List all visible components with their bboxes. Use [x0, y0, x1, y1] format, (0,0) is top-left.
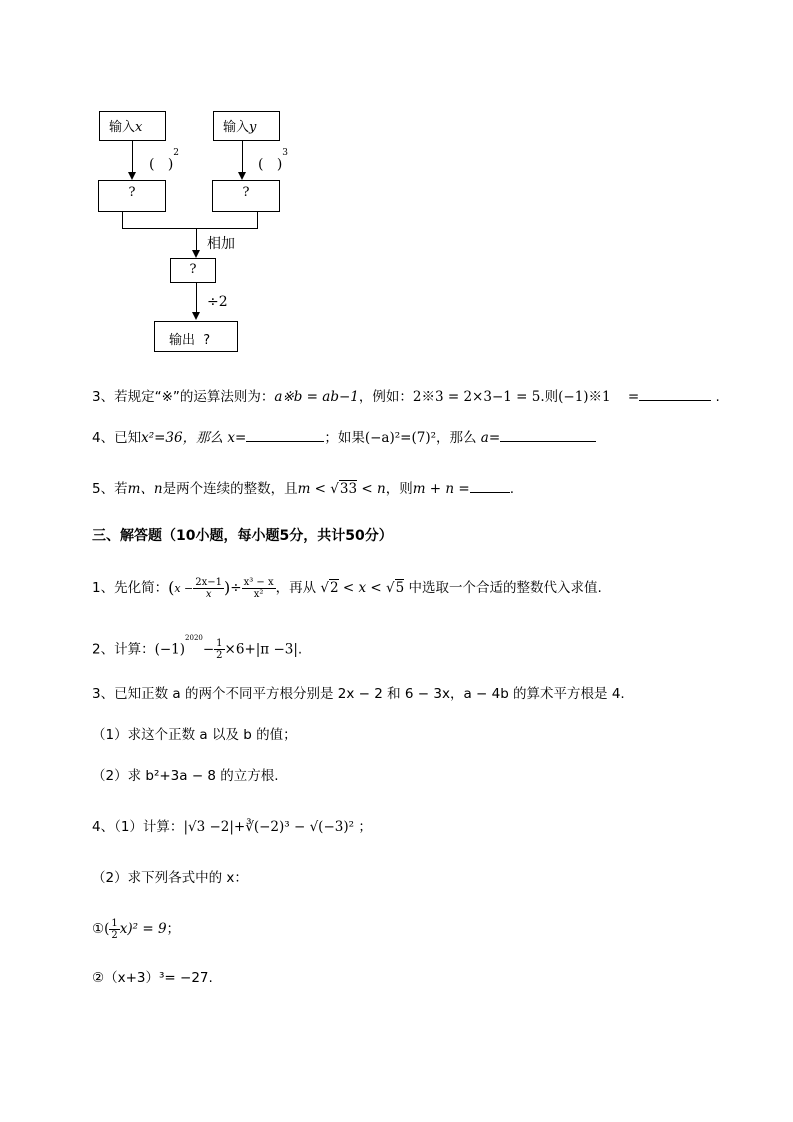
- square-result-box: ?: [98, 180, 166, 212]
- problem-4: 4、（1）计算：|√3 −2|+∛(−2)³ − √(−3)² ；: [92, 819, 372, 835]
- input-x-prefix: 输入: [109, 120, 136, 135]
- output-box: [154, 321, 238, 352]
- input-x-var: x: [135, 120, 143, 135]
- join-left: [122, 212, 123, 229]
- input-y-box: [213, 111, 280, 141]
- add-label: 相加: [207, 236, 235, 252]
- input-y-prefix: 输入: [223, 120, 250, 135]
- arrowhead-left-1: [128, 172, 136, 180]
- join-right: [257, 212, 258, 229]
- divide-label: ÷2: [207, 294, 228, 310]
- op-cube-label: ( )$^3$: [258, 148, 289, 173]
- problem-4-item-1: ①( $\frac{1}{2}$ x)² = 9；: [92, 917, 181, 941]
- arrowhead-right-1: [238, 172, 246, 180]
- input-y-var: y: [249, 120, 257, 135]
- problem-3: 3、已知正数 a 的两个不同平方根分别是 2x − 2 和 6 − 3x，a − 4b 的算术平方根是 4.: [92, 686, 625, 702]
- join-horizontal: [122, 228, 258, 229]
- section-heading: 三、解答题（10小题，每小题5分，共计50分）: [92, 528, 393, 544]
- answer-blank-q4a[interactable]: [246, 427, 324, 442]
- sum-box: ?: [170, 258, 216, 283]
- problem-3-part-2: （2）求 b²+3a − 8 的立方根.: [92, 768, 279, 784]
- problem-1: 1、先化简：(x − $\frac{2x-1}{x}$ )÷ $\frac{\text{x³ − x}}{\text{x²}}$ ，再从 √2 < x < √5 中选取一个合适的整数代入求值.: [92, 576, 602, 600]
- answer-blank-q3[interactable]: [639, 386, 711, 401]
- question-4: 4、已知x²=36，那么 x= ；如果(−a)²=(7)²，那么 a=: [92, 427, 596, 448]
- divide-arrow: [196, 283, 197, 314]
- p1-expression: (: [168, 578, 175, 597]
- arrowhead-divide: [192, 312, 200, 320]
- answer-blank-q5[interactable]: [470, 478, 510, 493]
- answer-blank-q4b[interactable]: [500, 427, 596, 442]
- arrow-right-1: [242, 141, 243, 174]
- problem-3-part-1: （1）求这个正数 a 以及 b 的值；: [92, 727, 297, 743]
- output-label: 输出: [169, 333, 196, 348]
- join-down: [196, 228, 197, 252]
- problem-4-part-2: （2）求下列各式中的 x：: [92, 870, 248, 886]
- question-5: 5、若m、n是两个连续的整数，且m < √33 < n，则m + n = .: [92, 478, 514, 499]
- op-square-label: ( )$^2$: [149, 148, 180, 173]
- problem-4-item-2: ②（x+3）³= −27.: [92, 970, 213, 986]
- problem-2: 2、计算：$(-1)^{2020}-$ $\frac{1}{2}$ ×6+|π −3|.: [92, 634, 303, 661]
- cube-result-box: ?: [212, 180, 280, 212]
- input-x-box: [99, 111, 166, 141]
- output-q: ?: [203, 333, 211, 348]
- arrow-left-1: [132, 141, 133, 174]
- arrowhead-join: [192, 250, 200, 258]
- question-3: 3、若规定“※”的运算法则为：a※b = ab−1，例如：2※3 = 2×3−1 = 5.则(−1)※1 = .: [92, 386, 720, 407]
